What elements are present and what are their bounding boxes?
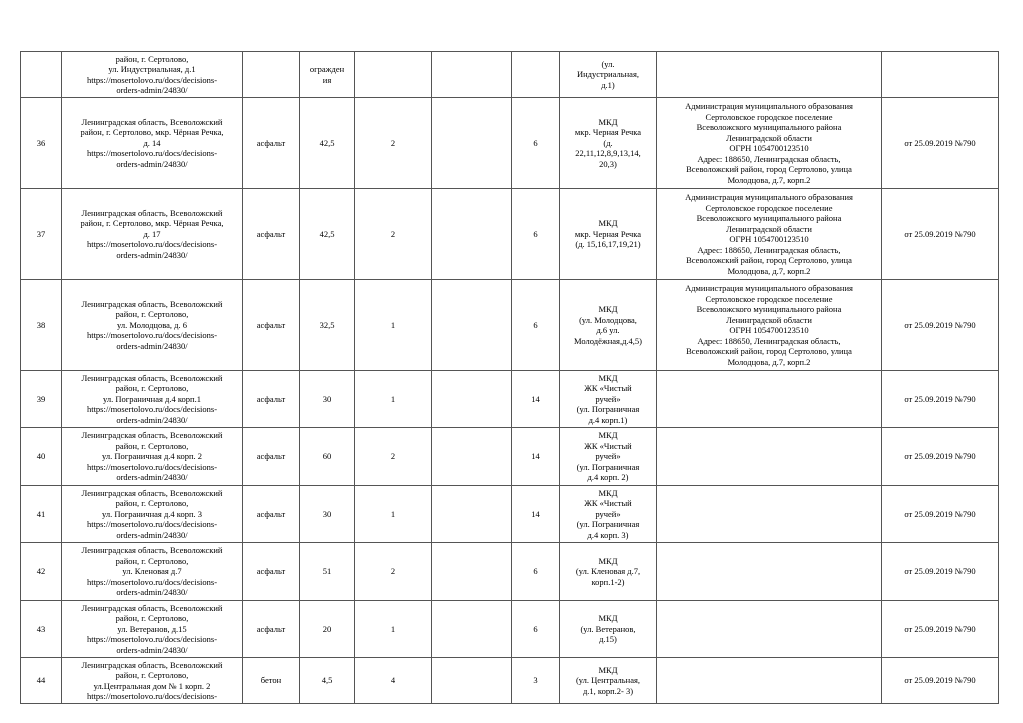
address-cell [62,543,243,601]
decision-cell: от 25.09.2019 №790 [882,428,999,486]
surface-type-cell: асфальт [243,428,300,486]
cell-line: ул. Индустриальная, д.1 [108,64,196,74]
cell-line: (ул. Пограничная [576,404,640,415]
cell-line: https://mosertolovo.ru/docs/decisions- [86,404,218,415]
owner-cell [657,52,882,98]
count-cell: 6 [512,280,560,371]
cell-line: 32,5 [319,319,335,330]
cell-line: orders-admin/24830/ [116,414,188,425]
cell-line: Ленинградская область, Всеволожский [81,545,223,556]
address-cell [62,189,243,280]
quantity-cell: 2 [355,543,432,601]
decision-cell: от 25.09.2019 №790 [882,189,999,280]
owner-cell [657,280,882,371]
cell-line: огражден [309,64,345,74]
cell-line: Ленинградская область, Всеволожский [81,602,223,613]
cell-line: МКД [598,304,618,314]
cell-line: Администрация муниципального образования [685,192,853,202]
address-cell [62,98,243,189]
cell-line: Всеволожский район, город Сертолово, улица [686,164,852,174]
table-row [21,371,999,428]
empty-cell [432,658,512,704]
quantity-cell: 4 [355,658,432,704]
cell-line: orders-admin/24830/ [116,158,188,169]
cell-line: 42,5 [319,228,335,239]
area-cell [300,428,355,486]
cell-line: д.6 ул. [596,325,620,335]
row-number-cell: 43 [21,601,62,658]
cell-line: район, г. Сертолово, [115,498,189,509]
count-cell: 6 [512,543,560,601]
cell-line: https://mosertolovo.ru/docs/decisions- [86,74,218,85]
empty-cell [432,98,512,189]
cell-line: orders-admin/24830/ [116,340,188,351]
surface-type-cell: асфальт [243,486,300,543]
cell-line: ручей» [595,451,621,462]
cell-line: ул. Пограничная д.4 корп. 2 [101,451,203,462]
cell-line: МКД [598,430,618,441]
empty-cell [432,280,512,371]
cell-line: Ленинградская область, Всеволожский [81,659,223,670]
row-number-cell: 39 [21,371,62,428]
cell-line: д.4 корп.1) [588,414,628,425]
table-row [21,486,999,543]
cell-line: (ул. Ветеранов, [580,623,636,634]
count-cell: 14 [512,428,560,486]
cell-line: д.4 корп. 3) [587,529,629,540]
table-row [21,543,999,601]
address-cell [62,486,243,543]
cell-line: район, г. Сертолово, [115,670,189,680]
address-cell [62,52,243,98]
cell-line: д.1, корп.2- 3) [582,685,634,696]
count-cell: 6 [512,98,560,189]
cell-line: (ул. Пограничная [576,519,640,530]
cell-line: район, г. Сертолово, [115,309,189,320]
cell-line: Ленинградская область, Всеволожский [81,116,223,127]
quantity-cell: 1 [355,486,432,543]
cell-line: (д. [603,137,613,148]
cell-line: (ул. Центральная, [575,675,641,686]
cell-line: Ленинградская область, Всеволожский [81,487,223,498]
served-objects-cell [560,658,657,704]
quantity-cell: 2 [355,428,432,486]
count-cell: 14 [512,371,560,428]
surface-type-cell [243,52,300,98]
row-number-cell: 37 [21,189,62,280]
cell-line: МКД [598,218,618,229]
table-row [21,428,999,486]
cell-line: (д. 15,16,17,19,21) [575,239,641,250]
cell-line: Адрес: 188650, Ленинградская область, [697,244,841,255]
cell-line: ЖК «Чистый [584,383,632,394]
table-row [21,658,999,704]
empty-cell [432,52,512,98]
cell-line: д. 17 [143,228,161,239]
served-objects-cell [560,98,657,189]
cell-line: д.4 корп. 2) [587,472,629,483]
cell-line: ул.Центральная дом № 1 корп. 2 [93,680,211,691]
count-cell: 3 [512,658,560,704]
cell-line: Всеволожского муниципального района [696,304,842,314]
table-row [21,98,999,189]
registry-table-body [21,52,999,704]
cell-line: район, г. Сертолово, мкр. Чёрная Речка, [80,127,224,138]
cell-line: ОГРН 1054700123510 [729,143,809,153]
cell-line: 22,11,12,8,9,13,14, [575,148,641,159]
cell-line: https://mosertolovo.ru/docs/decisions- [86,330,218,341]
decision-cell: от 25.09.2019 №790 [882,280,999,371]
owner-cell [657,371,882,428]
address-cell [62,428,243,486]
surface-type-cell: асфальт [243,189,300,280]
cell-line: 51 [322,566,332,577]
served-objects-cell [560,601,657,658]
quantity-cell: 1 [355,371,432,428]
cell-line: https://mosertolovo.ru/docs/decisions- [86,519,218,530]
cell-line: (ул. Пограничная [576,461,640,472]
cell-line: Сертоловское городское поселение [705,293,833,304]
cell-line: Ленинградской области [726,314,812,325]
cell-line: МКД [598,555,618,566]
cell-line: Сертоловское городское поселение [705,111,833,122]
cell-line: (ул. Молодцова, [579,314,637,325]
cell-line: 42,5 [319,137,335,148]
cell-line: Молодцова, д.7, корп.2 [727,174,811,185]
cell-line: https://mosertolovo.ru/docs/decisions- [86,239,218,250]
cell-line: мкр. Черная Речка [574,127,642,138]
cell-line: 30 [322,508,332,519]
empty-cell [432,543,512,601]
cell-line: Адрес: 188650, Ленинградская область, [697,335,841,346]
served-objects-cell [560,280,657,371]
cell-line: https://mosertolovo.ru/docs/decisions- [86,691,218,701]
cell-line: Всеволожского муниципального района [696,122,842,132]
cell-line: ОГРН 1054700123510 [729,325,809,335]
served-objects-cell [560,543,657,601]
cell-line: orders-admin/24830/ [116,472,188,483]
table-row [21,280,999,371]
area-cell [300,658,355,704]
area-cell [300,486,355,543]
cell-line: корп.1-2) [591,576,625,587]
area-cell [300,189,355,280]
decision-cell: от 25.09.2019 №790 [882,371,999,428]
cell-line: ОГРН 1054700123510 [729,234,809,244]
cell-line: Ленинградская область, Всеволожский [81,430,223,441]
cell-line: Администрация муниципального образования [685,101,853,111]
cell-line: район, г. Сертолово, мкр. Чёрная Речка, [80,218,224,229]
cell-line: Сертоловское городское поселение [705,202,833,213]
cell-line: (ул. Кленовая д.7, [575,566,641,577]
registry-sheet [20,51,999,704]
owner-cell [657,658,882,704]
cell-line: ЖК «Чистый [584,440,632,451]
cell-line: мкр. Черная Речка [574,228,642,239]
cell-line: https://mosertolovo.ru/docs/decisions- [86,634,218,645]
quantity-cell: 1 [355,601,432,658]
count-cell [512,52,560,98]
cell-line: ия [322,74,332,85]
cell-line: https://mosertolovo.ru/docs/decisions- [86,576,218,587]
cell-line: МКД [598,613,618,624]
row-number-cell [21,52,62,98]
cell-line: район, г. Сертолово, [115,53,189,64]
owner-cell [657,189,882,280]
registry-table [20,51,999,704]
area-cell [300,601,355,658]
cell-line: orders-admin/24830/ [116,644,188,655]
cell-line: ЖК «Чистый [584,498,632,509]
cell-line: 20 [322,623,332,634]
cell-line: Ленинградская область, Всеволожский [81,207,223,218]
cell-line: ручей» [595,508,621,519]
cell-line: https://mosertolovo.ru/docs/decisions- [86,461,218,472]
cell-line: Ленинградская область, Всеволожский [81,372,223,383]
surface-type-cell: бетон [243,658,300,704]
cell-line: МКД [598,487,618,498]
surface-type-cell: асфальт [243,280,300,371]
cell-line: Администрация муниципального образования [685,283,853,293]
address-cell [62,371,243,428]
empty-cell [432,189,512,280]
cell-line: район, г. Сертолово, [115,383,189,394]
count-cell: 14 [512,486,560,543]
address-cell [62,280,243,371]
decision-cell: от 25.09.2019 №790 [882,98,999,189]
surface-type-cell: асфальт [243,98,300,189]
surface-type-cell: асфальт [243,601,300,658]
cell-line: ул. Пограничная д.4 корп. 3 [101,508,203,519]
decision-cell: от 25.09.2019 №790 [882,601,999,658]
cell-line: 4,5 [321,675,333,686]
row-number-cell: 40 [21,428,62,486]
served-objects-cell [560,486,657,543]
quantity-cell [355,52,432,98]
surface-type-cell: асфальт [243,371,300,428]
served-objects-cell [560,189,657,280]
cell-line: Молодцова, д.7, корп.2 [727,356,811,367]
row-number-cell: 36 [21,98,62,189]
served-objects-cell [560,52,657,98]
owner-cell [657,543,882,601]
quantity-cell: 2 [355,98,432,189]
decision-cell [882,52,999,98]
count-cell: 6 [512,189,560,280]
area-cell [300,543,355,601]
cell-line: ул. Пограничная д.4 корп.1 [103,393,201,404]
table-row [21,52,999,98]
surface-type-cell: асфальт [243,543,300,601]
count-cell: 6 [512,601,560,658]
cell-line: д.1) [601,79,615,90]
owner-cell [657,428,882,486]
decision-cell: от 25.09.2019 №790 [882,486,999,543]
cell-line: Всеволожский район, город Сертолово, улица [686,346,852,356]
cell-line: 30 [322,393,332,404]
cell-line: ул. Молодцова, д. 6 [117,319,187,330]
cell-line: 60 [322,451,332,462]
quantity-cell: 1 [355,280,432,371]
cell-line: район, г. Сертолово, [115,440,189,451]
address-cell [62,601,243,658]
decision-cell: от 25.09.2019 №790 [882,543,999,601]
cell-line: МКД [598,664,618,675]
cell-line: ручей» [595,393,621,404]
cell-line: 20,3) [599,158,617,169]
cell-line: Адрес: 188650, Ленинградская область, [697,153,841,164]
cell-line: Ленинградская область, Всеволожский [81,298,223,309]
area-cell [300,280,355,371]
quantity-cell: 2 [355,189,432,280]
row-number-cell: 41 [21,486,62,543]
row-number-cell: 42 [21,543,62,601]
cell-line: д.15) [599,634,617,645]
owner-cell [657,486,882,543]
cell-line: Молодцова, д.7, корп.2 [727,265,811,276]
table-row [21,601,999,658]
cell-line: https://mosertolovo.ru/docs/decisions- [86,148,218,159]
area-cell [300,52,355,98]
cell-line: (ул. [601,58,615,69]
served-objects-cell [560,428,657,486]
cell-line: Всеволожского муниципального района [696,213,842,223]
decision-cell: от 25.09.2019 №790 [882,658,999,704]
row-number-cell: 38 [21,280,62,371]
empty-cell [432,371,512,428]
cell-line: Всеволожский район, город Сертолово, улица [686,255,852,265]
cell-line: ул. Кленовая д.7 [122,566,182,577]
cell-line: orders-admin/24830/ [116,587,188,598]
cell-line: МКД [598,116,618,127]
cell-line: район, г. Сертолово, [115,555,189,566]
address-cell [62,658,243,704]
cell-line: Молодёжная,д.4,5) [574,335,642,346]
table-row [21,189,999,280]
empty-cell [432,601,512,658]
area-cell [300,371,355,428]
cell-line: Ленинградской области [726,223,812,234]
empty-cell [432,486,512,543]
cell-line: ул. Ветеранов, д.15 [117,623,187,634]
cell-line: orders-admin/24830/ [116,85,188,95]
cell-line: Ленинградской области [726,132,812,143]
cell-line: д. 14 [143,137,161,148]
cell-line: orders-admin/24830/ [116,249,188,260]
cell-line: район, г. Сертолово, [115,613,189,624]
cell-line: Индустриальная, [577,69,639,80]
cell-line: МКД [598,372,618,383]
owner-cell [657,601,882,658]
cell-line: orders-admin/24830/ [116,529,188,540]
served-objects-cell [560,371,657,428]
empty-cell [432,428,512,486]
owner-cell [657,98,882,189]
area-cell [300,98,355,189]
row-number-cell: 44 [21,658,62,704]
